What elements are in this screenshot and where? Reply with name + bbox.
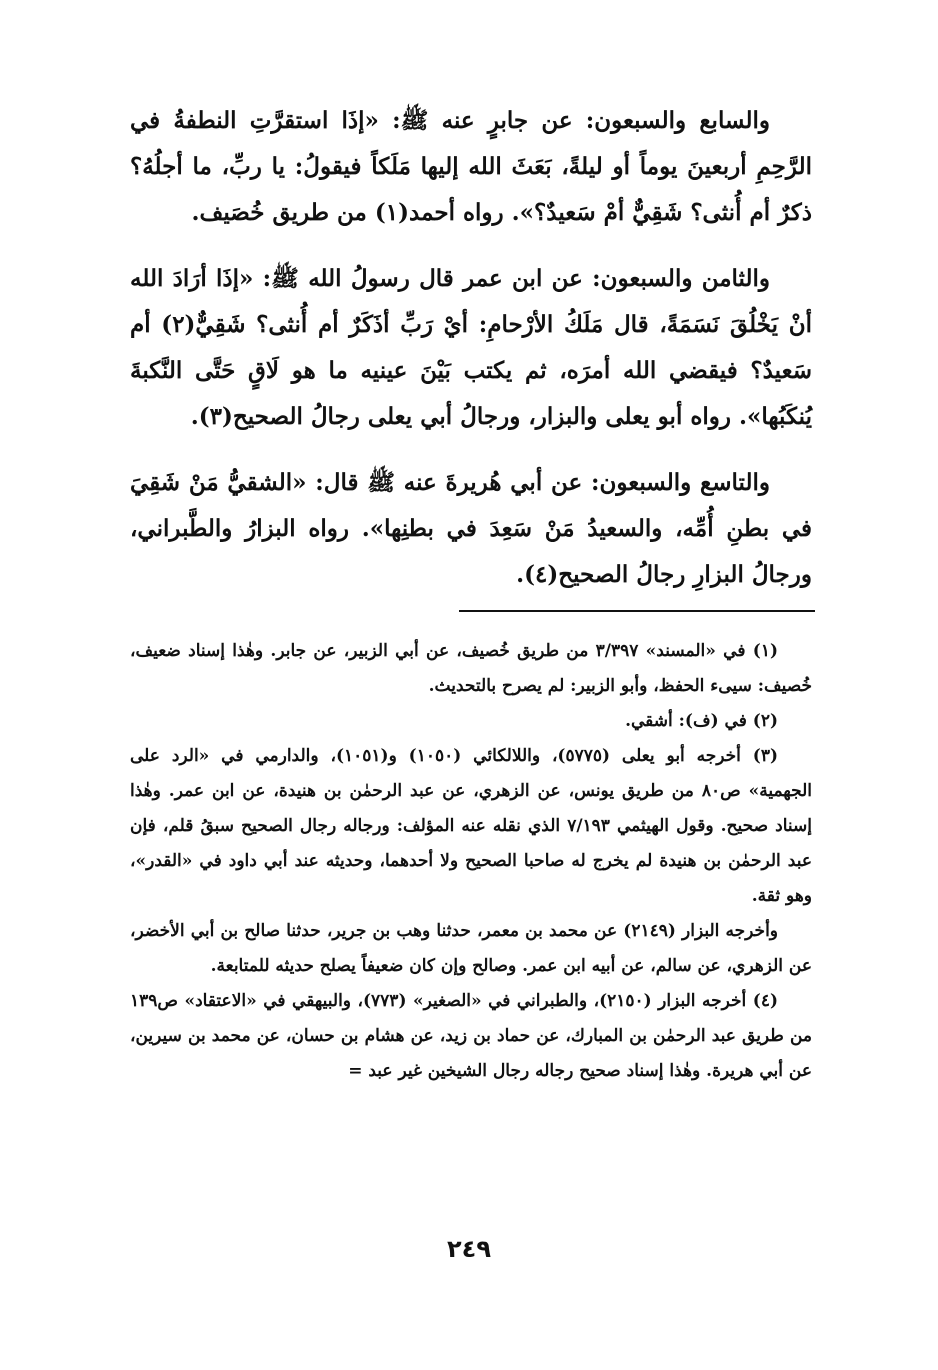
footnote-4: (٤) أخرجه البزار (٢١٥٠)، والطبراني في «الصغير» (٧٧٣)، والبيهقي في «الاعتقاد» ص١٣٩ من طريق عبد الرحمٰن بن المبارك، عن حماد بن زيد، عن هشام بن حسان، عن محمد بن سيرين، عن أبي هريرة. وهٰذا إسناد صحيح رجاله رجال الشيخين غير عبد = — [130, 991, 812, 1081]
footnote-3: (٣) أخرجه أبو يعلى (٥٧٧٥)، واللالكائي (١٠٥٠) و(١٠٥١)، والدارمي في «الرد على الجهمية» ص٨٠ من طريق يونس، عن الزهري، عن عبد الرحمٰن بن هنيدة، عن ابن عمر. وهٰذا إسناد صحيح. وقول الهيثمي ٧/١٩٣ الذي نقله عنه المؤلف: ورجاله رجال الصحيح سبقُ قلم، فإن عبد الرحمٰن بن هنيدة لم يخرج له صاحبا الصحيح ولا أحدهما، وحديثه عند أبي داود في «القدر»، وهو ثقة. — [130, 746, 812, 906]
page-number: ٢٤٩ — [447, 1235, 491, 1263]
hadith-paragraph-77: والسابع والسبعون: عن جابرٍ عنه ﷺ: «إذَا استقرَّتِ النطفةُ في الرَّحِمِ أربعينَ يوماً أو ليلةً، بَعَثَ الله إليها مَلَكاً فيقولُ: يا ربِّ، ما أجلُهُ؟ ذكرٌ أم أُنثى؟ شَقِيٌّ أمْ سَعيدٌ؟». رواه أحمد(١) من طريق خُصَيف. — [130, 107, 812, 226]
footnote-2: (٢) في (ف): أشقي. — [625, 711, 778, 731]
hadith-paragraph-78: والثامن والسبعون: عن ابن عمر قال رسولُ الله ﷺ: «إذَا أرَادَ الله أنْ يَخْلُقَ نَسَمَةً، قال مَلَكُ الأرْحامِ: أيْ رَبِّ أذَكَرٌ أم أُنثى؟ شَقِيٌّ(٢) أم سَعيدٌ؟ فيقضي الله أمرَه، ثم يكتب بَيْنَ عينيه ما هو لَاقٍ حَتَّى النَّكبةَ يُنكَبُها». رواه أبو يعلى والبزار، ورجالُ أبي يعلى رجالُ الصحيح(٣). — [130, 265, 812, 430]
hadith-paragraph-79: والتاسع والسبعون: عن أبي هُريرةَ عنه ﷺ قال: «الشقيُّ مَنْ شَقِيَ في بطنِ أُمِّه، والسعيدُ مَنْ سَعِدَ في بطنِها». رواه البزارُ والطَّبراني، ورجالُ البزارِ رجالُ الصحيح(٤). — [130, 469, 812, 588]
footnote-1: (١) في «المسند» ٣/٣٩٧ من طريق خُصيف، عن أبي الزبير، عن جابر. وهٰذا إسناد ضعيف، خُصيف: سيىء الحفظ، وأبو الزبير: لم يصرح بالتحديث. — [130, 641, 812, 696]
main-text — [130, 98, 812, 598]
footnotes — [130, 634, 812, 1089]
footnote-3-continuation: وأخرجه البزار (٢١٤٩) عن محمد بن معمر، حدثنا وهب بن جرير، حدثنا صالح بن أبي الأخضر، عن الزهري، عن سالم، عن أبيه ابن عمر. وصالح وإن كان ضعيفاً يصلح حديثه للمتابعة. — [130, 921, 812, 976]
footnote-divider — [459, 610, 815, 612]
